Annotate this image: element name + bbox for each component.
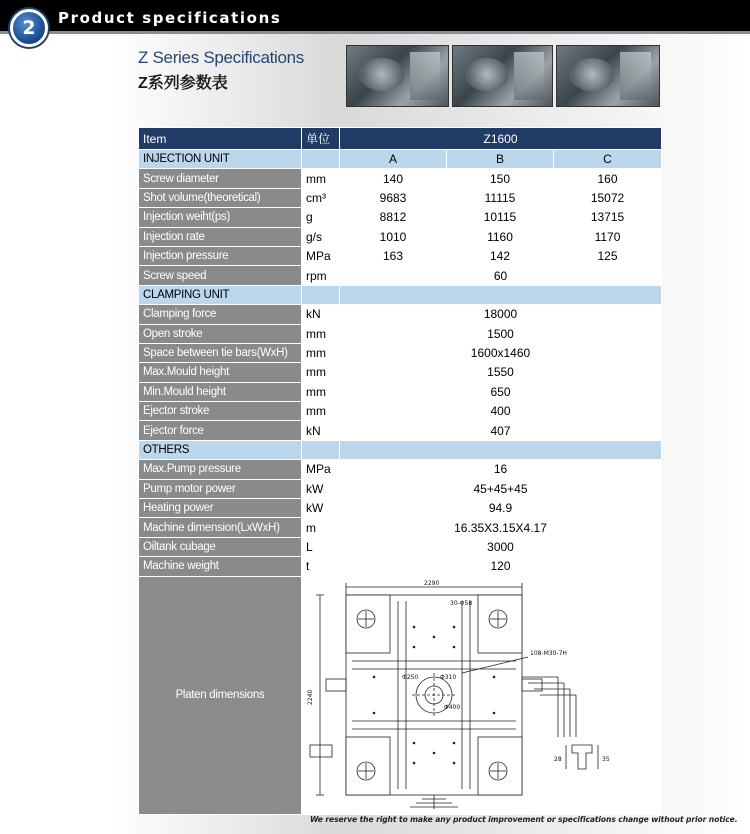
platen-label: Platen dimensions bbox=[139, 576, 302, 814]
table-row: Ejector stroke mm 400 bbox=[139, 402, 662, 421]
column-c: C bbox=[554, 150, 662, 169]
table-row: Max.Mould height mm 1550 bbox=[139, 363, 662, 382]
section-label: OTHERS bbox=[139, 440, 302, 459]
table-row: Ejector force kN 407 bbox=[139, 421, 662, 440]
table-row: Oiltank cubage L 3000 bbox=[139, 537, 662, 556]
platen-row bbox=[139, 576, 662, 814]
section-number-badge: 2 bbox=[10, 9, 48, 47]
drawing-dim-top: 2290 bbox=[424, 580, 440, 588]
table-row: Screw diameter mm 140 150 160 bbox=[139, 169, 662, 188]
drawing-detail-a: 28 bbox=[554, 756, 562, 764]
title-english: Z Series Specifications bbox=[138, 48, 305, 67]
table-row: Heating power kW 94.9 bbox=[139, 499, 662, 518]
machine-photo-3 bbox=[556, 45, 660, 107]
drawing-center-a: Φ250 bbox=[402, 674, 419, 682]
platen-drawing bbox=[302, 577, 622, 813]
drawing-center-c: Φ400 bbox=[444, 704, 461, 712]
header-title: Product specifications bbox=[58, 9, 282, 27]
table-row: Injection pressure MPa 163 142 125 bbox=[139, 246, 662, 265]
section-row-injection bbox=[139, 150, 662, 169]
drawing-detail-b: 35 bbox=[602, 756, 610, 764]
table-row: Min.Mould height mm 650 bbox=[139, 382, 662, 401]
machine-photo-2 bbox=[452, 45, 553, 107]
table-row: Shot volume(theoretical) cm³ 9683 11115 15072 bbox=[139, 188, 662, 207]
table-row: Open stroke mm 1500 bbox=[139, 324, 662, 343]
section-row-clamping bbox=[139, 285, 662, 304]
header-unit: 单位 bbox=[302, 128, 340, 150]
machine-photo-1 bbox=[346, 45, 449, 107]
drawing-center-b: Φ310 bbox=[440, 674, 457, 682]
section-label: INJECTION UNIT bbox=[139, 150, 302, 169]
drawing-thread-label: 108-M30-7H bbox=[530, 650, 567, 658]
section-label: CLAMPING UNIT bbox=[139, 285, 302, 304]
table-row: Machine weight t 120 bbox=[139, 557, 662, 576]
footnote: We reserve the right to make any product improvement or specifications change without prior notice. bbox=[310, 815, 738, 824]
title-chinese: Z系列参数表 bbox=[138, 75, 228, 92]
drawing-dim-left: 2240 bbox=[307, 689, 314, 706]
drawing-slot-label: 30-Φ58 bbox=[450, 600, 473, 608]
table-row: Injection rate g/s 1010 1160 1170 bbox=[139, 227, 662, 246]
section-row-others bbox=[139, 440, 662, 459]
table-row: Clamping force kN 18000 bbox=[139, 305, 662, 324]
column-b: B bbox=[447, 150, 554, 169]
column-a: A bbox=[340, 150, 447, 169]
table-row: Pump motor power kW 45+45+45 bbox=[139, 479, 662, 498]
table-row: Space between tie bars(WxH) mm 1600x1460 bbox=[139, 343, 662, 362]
header-model: Z1600 bbox=[340, 128, 662, 150]
header-item: Item bbox=[139, 128, 302, 150]
table-row: Max.Pump pressure MPa 16 bbox=[139, 460, 662, 479]
platen-drawing-cell bbox=[302, 576, 662, 814]
table-row: Screw speed rpm 60 bbox=[139, 266, 662, 285]
table-row: Machine dimension(LxWxH) m 16.35X3.15X4.17 bbox=[139, 518, 662, 537]
table-row: Injection weiht(ps) g 8812 10115 13715 bbox=[139, 208, 662, 227]
spec-table bbox=[138, 127, 662, 815]
table-header-row bbox=[139, 128, 662, 150]
